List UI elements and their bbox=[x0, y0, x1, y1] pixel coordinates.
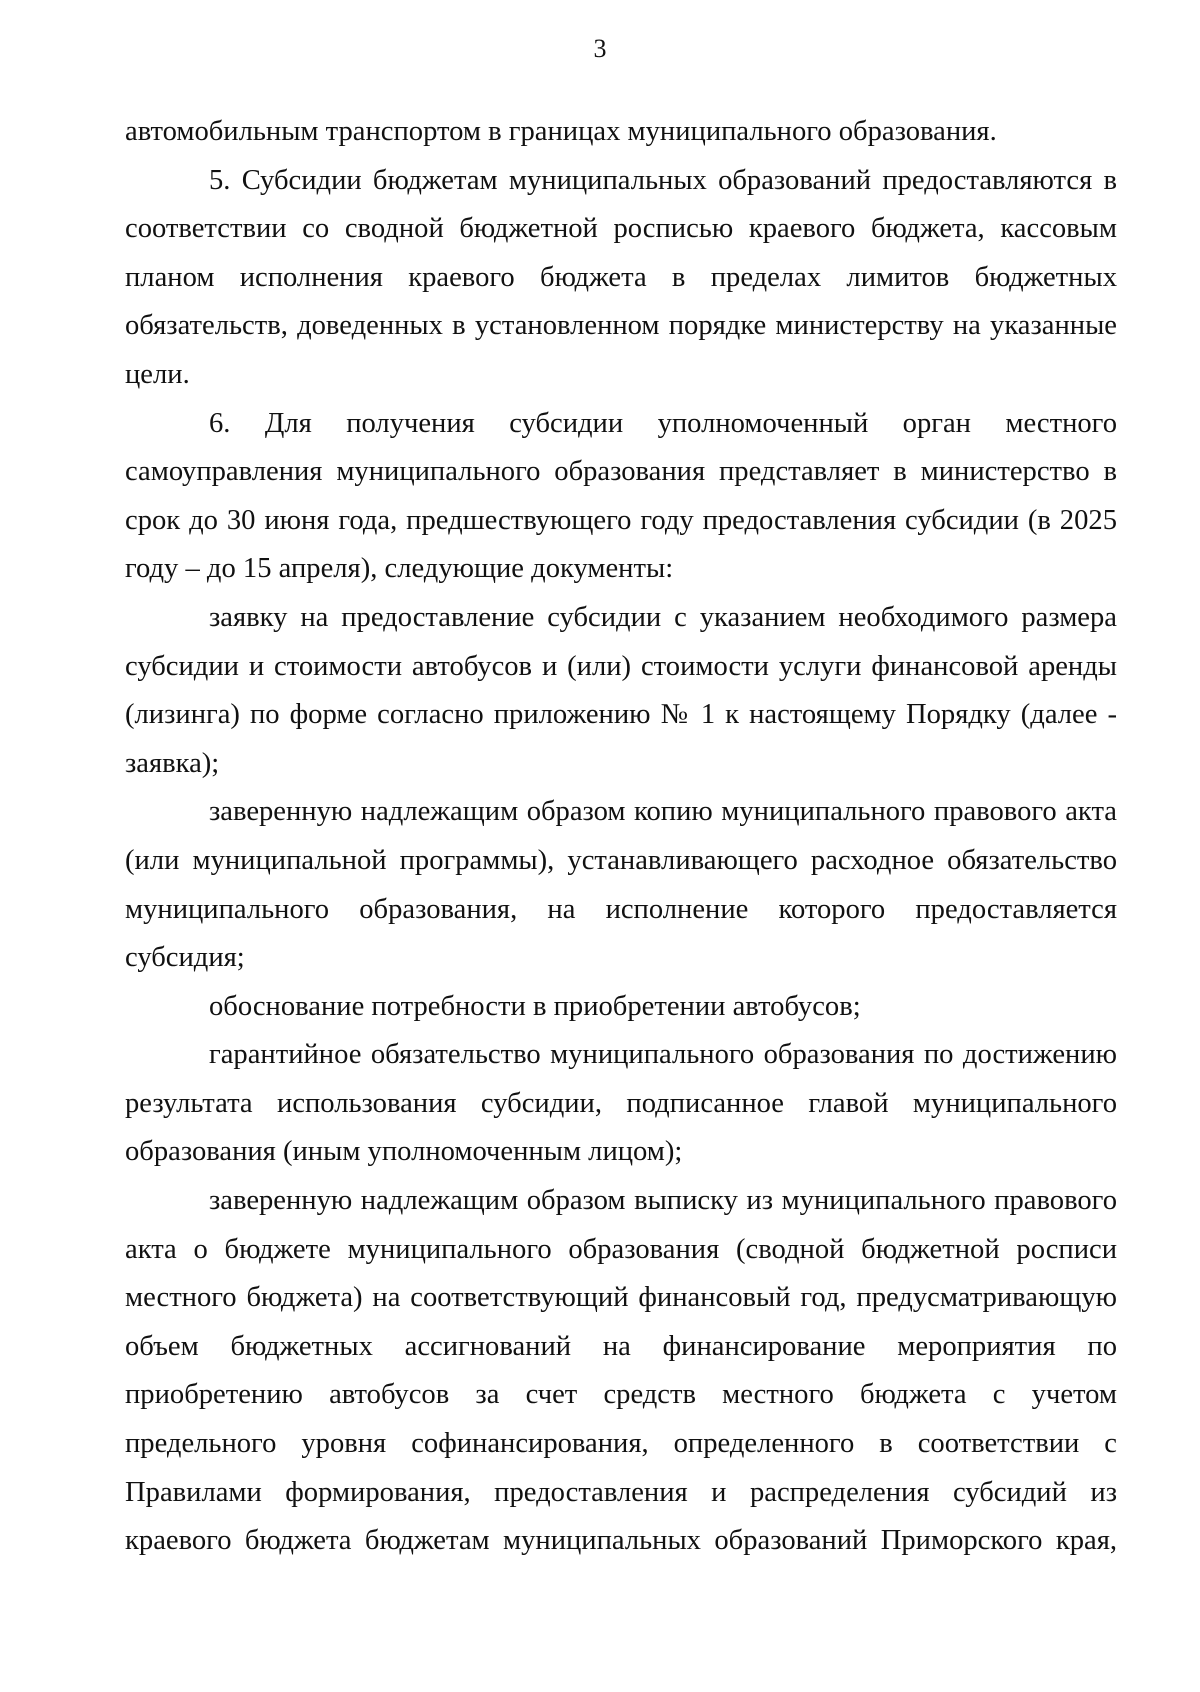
paragraph-bus-need-justification: обоснование потребности в приобретении автобусов; bbox=[209, 990, 861, 1022]
paragraph-guarantee-obligation: гарантийное обязательство муниципального образования по достижению результата использования субсидии, подписанное главой муниципального образования (иным уполномоченным лицом); bbox=[125, 1039, 1117, 1168]
page-number: 3 bbox=[593, 34, 607, 63]
paragraph-item-6: 6. Для получения субсидии уполномоченный орган местного самоуправления муниципального образования представляет в министерство в срок до 30 июня года, предшествующего году предоставления субсидии (в 2025 году – до 15 апреля), следующие документы: bbox=[125, 407, 1117, 585]
paragraph-budget-extract: заверенную надлежащим образом выписку из муниципального правового акта о бюджете муниципального образования (сводной бюджетной росписи местного бюджета) на соответствующий финансовый год, предусматривающую объем бюджетных ассигнований на финансирование мероприятия по приобретению автобусов за счет средств местного бюджета с учетом предельного уровня софинансирования, определенного в соответствии с Правилами формирования, предоставления и распределения субсидий из краевого бюджета бюджетам муниципальных образований Приморского края, bbox=[125, 1185, 1117, 1557]
paragraph-legal-act-copy: заверенную надлежащим образом копию муниципального правового акта (или муниципальной программы), устанавливающего расходное обязательство муниципального образования, на исполнение которого предоставляется субсидия; bbox=[125, 796, 1117, 974]
document-body bbox=[125, 108, 1117, 1566]
paragraph-continuation: автомобильным транспортом в границах муниципального образования. bbox=[125, 116, 997, 147]
paragraph-application: заявку на предоставление субсидии с указанием необходимого размера субсидии и стоимости автобусов и (или) стоимости услуги финансовой аренды (лизинга) по форме согласно приложению № 1 к настоящему Порядку (далее - заявка); bbox=[125, 601, 1117, 779]
paragraph-item-5: 5. Субсидии бюджетам муниципальных образований предоставляются в соответствии со сводной бюджетной росписью краевого бюджета, кассовым планом исполнения краевого бюджета в пределах лимитов бюджетных обязательств, доведенных в установленном порядке министерству на указанные цели. bbox=[125, 164, 1117, 390]
